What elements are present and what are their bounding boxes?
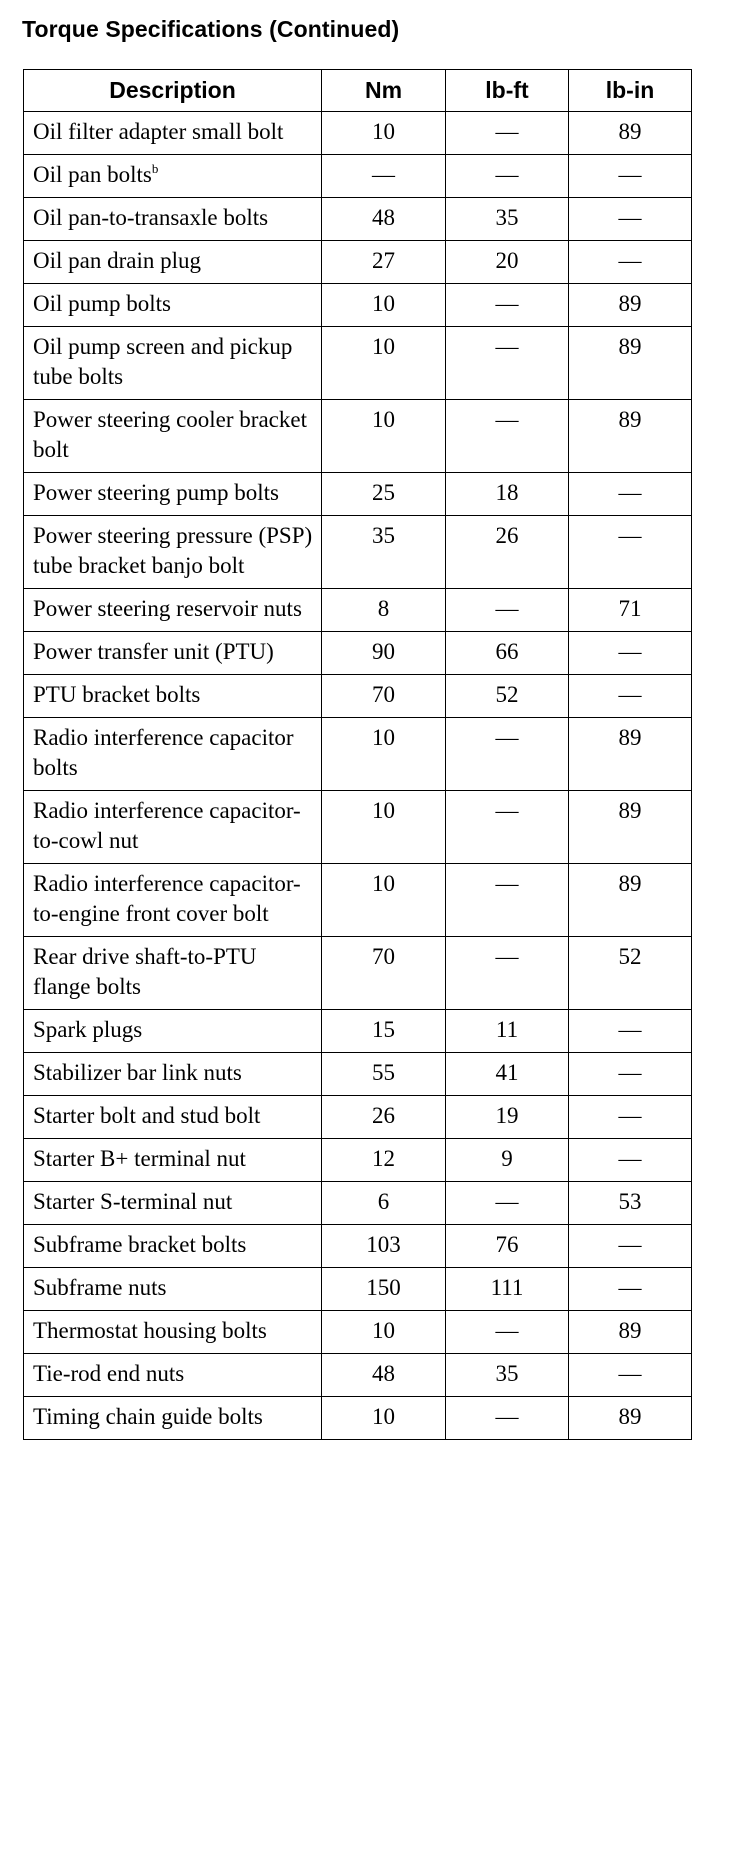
cell-lb-ft: 20 (446, 241, 569, 284)
cell-description (24, 241, 322, 284)
cell-description (24, 675, 322, 718)
cell-lb-in: — (569, 1354, 692, 1397)
cell-lb-in: — (569, 516, 692, 589)
cell-lb-ft: 111 (446, 1268, 569, 1311)
cell-lb-ft: 26 (446, 516, 569, 589)
description-text: Subframe bracket bolts (33, 1232, 247, 1257)
cell-lb-in: — (569, 198, 692, 241)
table-row (24, 632, 692, 675)
cell-nm: 27 (322, 241, 446, 284)
table-row (24, 284, 692, 327)
cell-lb-in: — (569, 473, 692, 516)
cell-lb-in: — (569, 155, 692, 198)
table-row (24, 473, 692, 516)
column-header-lb-in: lb-in (569, 70, 692, 112)
cell-nm: 10 (322, 791, 446, 864)
cell-lb-ft: — (446, 1182, 569, 1225)
cell-description (24, 1096, 322, 1139)
cell-description (24, 1354, 322, 1397)
cell-lb-in: 52 (569, 937, 692, 1010)
cell-nm: 48 (322, 198, 446, 241)
cell-lb-ft: — (446, 864, 569, 937)
table-row (24, 718, 692, 791)
table-row (24, 1268, 692, 1311)
cell-lb-ft: 35 (446, 198, 569, 241)
cell-lb-in: — (569, 1053, 692, 1096)
description-text: Power steering pressure (PSP) tube bracket banjo bolt (33, 523, 313, 578)
cell-lb-ft: — (446, 112, 569, 155)
description-text: Starter bolt and stud bolt (33, 1103, 261, 1128)
cell-nm: 25 (322, 473, 446, 516)
cell-lb-ft: 18 (446, 473, 569, 516)
cell-lb-ft: 66 (446, 632, 569, 675)
cell-lb-in: 89 (569, 718, 692, 791)
cell-description (24, 1053, 322, 1096)
description-text: Oil pan bolts (33, 162, 152, 187)
description-text: Starter S-terminal nut (33, 1189, 233, 1214)
cell-nm: 10 (322, 284, 446, 327)
cell-lb-ft: 19 (446, 1096, 569, 1139)
cell-description (24, 1225, 322, 1268)
cell-lb-in: — (569, 1139, 692, 1182)
cell-lb-in: 71 (569, 589, 692, 632)
cell-lb-ft: 76 (446, 1225, 569, 1268)
cell-lb-in: — (569, 1096, 692, 1139)
cell-nm: 26 (322, 1096, 446, 1139)
cell-description (24, 1182, 322, 1225)
description-text: Power steering cooler bracket bolt (33, 407, 307, 462)
cell-description (24, 632, 322, 675)
description-text: Subframe nuts (33, 1275, 167, 1300)
column-header-description: Description (24, 70, 322, 112)
table-row (24, 1397, 692, 1440)
table-row (24, 1182, 692, 1225)
description-text: Power steering reservoir nuts (33, 596, 302, 621)
cell-lb-ft: 9 (446, 1139, 569, 1182)
cell-lb-in: — (569, 675, 692, 718)
table-row (24, 1225, 692, 1268)
cell-description (24, 473, 322, 516)
table-body (24, 112, 692, 1440)
torque-spec-table (23, 69, 692, 1440)
table-row (24, 516, 692, 589)
cell-lb-ft: 52 (446, 675, 569, 718)
cell-description (24, 937, 322, 1010)
cell-lb-in: — (569, 1010, 692, 1053)
cell-nm: 6 (322, 1182, 446, 1225)
cell-nm: 10 (322, 327, 446, 400)
cell-lb-ft: — (446, 400, 569, 473)
cell-nm: 55 (322, 1053, 446, 1096)
description-text: Radio interference capacitor bolts (33, 725, 294, 780)
cell-nm: 90 (322, 632, 446, 675)
cell-description (24, 589, 322, 632)
cell-lb-in: 53 (569, 1182, 692, 1225)
table-row (24, 589, 692, 632)
footnote-marker: b (151, 161, 159, 176)
cell-lb-in: 89 (569, 112, 692, 155)
table-row (24, 198, 692, 241)
cell-nm: 10 (322, 1397, 446, 1440)
cell-nm: 15 (322, 1010, 446, 1053)
table-row (24, 1010, 692, 1053)
description-text: Power transfer unit (PTU) (33, 639, 274, 664)
cell-nm: 150 (322, 1268, 446, 1311)
cell-lb-in: — (569, 241, 692, 284)
table-row (24, 241, 692, 284)
cell-lb-ft: — (446, 718, 569, 791)
cell-lb-in: 89 (569, 284, 692, 327)
cell-description (24, 1397, 322, 1440)
description-text: Power steering pump bolts (33, 480, 279, 505)
cell-lb-in: 89 (569, 791, 692, 864)
table-row (24, 1096, 692, 1139)
description-text: Oil pump bolts (33, 291, 172, 316)
cell-nm: — (322, 155, 446, 198)
column-header-lb-ft: lb-ft (446, 70, 569, 112)
table-row (24, 327, 692, 400)
table-row (24, 937, 692, 1010)
cell-nm: 10 (322, 400, 446, 473)
table-row (24, 1311, 692, 1354)
cell-lb-ft: 41 (446, 1053, 569, 1096)
cell-description (24, 791, 322, 864)
cell-lb-ft: — (446, 1397, 569, 1440)
table-row (24, 400, 692, 473)
description-text: Rear drive shaft-to-PTU flange bolts (33, 944, 257, 999)
cell-description (24, 198, 322, 241)
cell-nm: 70 (322, 675, 446, 718)
cell-lb-in: 89 (569, 1311, 692, 1354)
cell-lb-ft: 35 (446, 1354, 569, 1397)
cell-lb-ft: — (446, 327, 569, 400)
description-text: Spark plugs (33, 1017, 143, 1042)
cell-lb-in: 89 (569, 1397, 692, 1440)
cell-lb-ft: 11 (446, 1010, 569, 1053)
cell-description (24, 1268, 322, 1311)
table-header-row (24, 70, 692, 112)
description-text: PTU bracket bolts (33, 682, 201, 707)
description-text: Oil pump screen and pickup tube bolts (33, 334, 293, 389)
cell-lb-in: — (569, 632, 692, 675)
cell-lb-ft: — (446, 589, 569, 632)
table-row (24, 155, 692, 198)
table-row (24, 1139, 692, 1182)
cell-nm: 103 (322, 1225, 446, 1268)
cell-nm: 10 (322, 864, 446, 937)
cell-nm: 70 (322, 937, 446, 1010)
description-text: Radio interference capacitor-to-cowl nut (33, 798, 301, 853)
description-text: Oil filter adapter small bolt (33, 119, 284, 144)
description-text: Thermostat housing bolts (33, 1318, 267, 1343)
cell-nm: 12 (322, 1139, 446, 1182)
cell-lb-ft: — (446, 937, 569, 1010)
table-row (24, 1354, 692, 1397)
description-text: Timing chain guide bolts (33, 1404, 263, 1429)
cell-lb-in: — (569, 1268, 692, 1311)
cell-description (24, 516, 322, 589)
description-text: Radio interference capacitor-to-engine front cover bolt (33, 871, 301, 926)
description-text: Starter B+ terminal nut (33, 1146, 246, 1171)
description-text: Oil pan drain plug (33, 248, 201, 273)
cell-nm: 8 (322, 589, 446, 632)
cell-nm: 48 (322, 1354, 446, 1397)
cell-description (24, 1139, 322, 1182)
table-row (24, 112, 692, 155)
cell-description (24, 1010, 322, 1053)
cell-lb-ft: — (446, 284, 569, 327)
cell-lb-in: 89 (569, 864, 692, 937)
column-header-nm: Nm (322, 70, 446, 112)
page-title: Torque Specifications (Continued) (22, 16, 400, 42)
cell-description (24, 1311, 322, 1354)
cell-nm: 35 (322, 516, 446, 589)
cell-lb-in: — (569, 1225, 692, 1268)
cell-lb-ft: — (446, 1311, 569, 1354)
cell-lb-ft: — (446, 791, 569, 864)
cell-nm: 10 (322, 718, 446, 791)
cell-description (24, 864, 322, 937)
cell-nm: 10 (322, 1311, 446, 1354)
table-row (24, 1053, 692, 1096)
cell-description (24, 400, 322, 473)
cell-lb-in: 89 (569, 400, 692, 473)
cell-lb-ft: — (446, 155, 569, 198)
cell-description (24, 112, 322, 155)
description-text: Tie-rod end nuts (33, 1361, 185, 1386)
table-row (24, 675, 692, 718)
cell-description (24, 155, 322, 198)
table-row (24, 791, 692, 864)
cell-lb-in: 89 (569, 327, 692, 400)
cell-nm: 10 (322, 112, 446, 155)
description-text: Stabilizer bar link nuts (33, 1060, 242, 1085)
cell-description (24, 718, 322, 791)
description-text: Oil pan-to-transaxle bolts (33, 205, 269, 230)
table-row (24, 864, 692, 937)
cell-description (24, 327, 322, 400)
cell-description (24, 284, 322, 327)
